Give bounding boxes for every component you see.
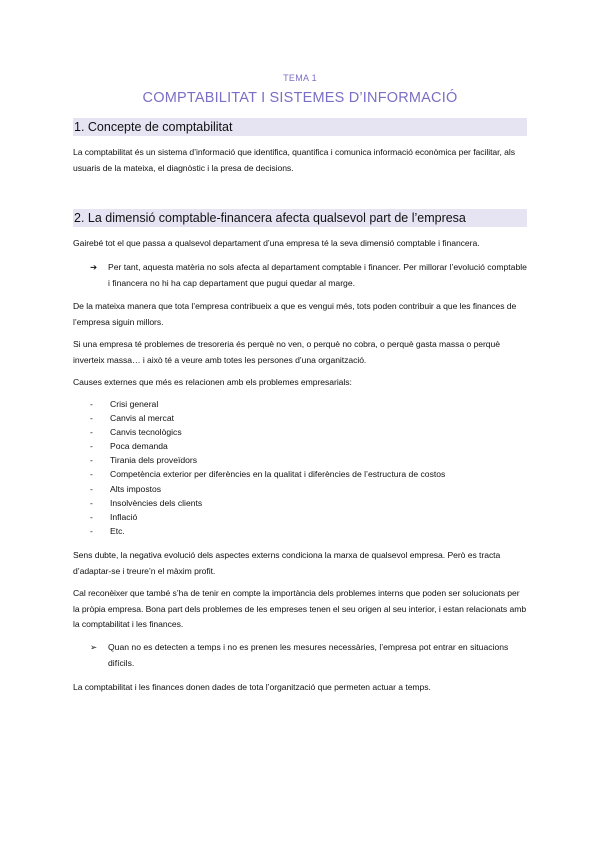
arrow-point-1-text: Per tant, aquesta matèria no sols afecta al departament comptable i financer. Per millorar l’evolució comptable i financera no hi ha cap departament que pugui quedar al marge. xyxy=(108,262,527,288)
section-2-heading: 2. La dimensió comptable-financera afecta qualsevol part de l’empresa xyxy=(73,209,527,227)
paragraph-1: Gairebé tot el que passa a qualsevol departament d’una empresa té la seva dimensió comptable i financera. xyxy=(73,238,480,248)
document-page: TEMA 1 COMPTABILITAT I SISTEMES D’INFORMACIÓ 1. Concepte de comptabilitat La comptabilitat és un sistema d’informació que identifica, quantifica i comunica informació econòmica per facilitar, als usuaris de la mateixa, el diagnòstic i la presa de decisions. 2. La dimensió comptable-financera afecta qualsevol part de l’empresa Gairebé tot el que passa a qualsevol departament d’una empresa té la seva dimensió comptable i financera. ➔ Per tant, aquesta matèria no sols afecta al departament comptable i financer. Per millorar l’evolució comptable i financera no hi ha cap departament que pugui quedar al marge. De la mateixa manera que tota l’empresa contribueix a que es vengui més, tots poden contribuir a que les finances de l’empresa siguin millors. Si una empresa té problemes de tresoreria és perquè no ven, o perquè no cobra, o perquè gasta massa o perquè inverteix massa… i això té a veure amb totes les persones d’una organització. Causes externes que més es relacionen amb els problemes empresarials: - Crisi general - Canvis al mercat - Canvis tecnològics - Poca demanda - Tirania dels proveïdors - Competència exterior per diferències en la qualitat i diferències de l’estructura de costos - Alts impostos - Insolvències dels clients - Inflació - Etc. Sens dubte, la negativa evolució dels aspectes externs condiciona la marxa de qualsevol empresa. Però es tracta d’adaptar-se i treure’n el màxim profit. Cal reconèixer que també s’ha de tenir en compte la importància dels problemes interns que poden ser solucionats per la pròpia empresa. Bona part dels problemes de les empreses tenen el seu origen al seu interior, i estan relacionats amb la comptabilitat i les finances. ➢ Quan no es detecten a temps i no es prenen les mesures necessàries, l’empresa pot entrar en situacions difícils. La comptabilitat i les finances donen dades de tota l’organització que permeten actuar a temps. xyxy=(0,0,600,848)
arrowhead-bullet-icon: ➢ xyxy=(90,642,98,652)
theme-label: TEMA 1 xyxy=(283,73,317,83)
arrow-point-1 xyxy=(90,260,530,291)
section-1-paragraph: La comptabilitat és un sistema d’informació que identifica, quantifica i comunica informació econòmica per facilitar, als usuaris de la mateixa, el diagnòstic i la presa de decisions. xyxy=(73,147,516,173)
paragraph-4: Causes externes que més es relacionen amb els problemes empresarials: xyxy=(73,377,352,387)
arrow-point-2-text: Quan no es detecten a temps i no es prenen les mesures necessàries, l’empresa pot entrar en situacions difícils. xyxy=(108,642,509,668)
document-title: COMPTABILITAT I SISTEMES D’INFORMACIÓ xyxy=(142,90,458,106)
arrow-bullet-icon: ➔ xyxy=(90,262,98,272)
paragraph-6: Cal reconèixer que també s’ha de tenir en compte la importància dels problemes interns que poden ser solucionats per la pròpia empresa. Bona part dels problemes de les empreses tenen el seu origen al seu interior, i estan relacionats amb la comptabilitat i les finances. xyxy=(73,588,527,629)
paragraph-2: De la mateixa manera que tota l’empresa contribueix a que es vengui més, tots poden contribuir a que les finances de l’empresa siguin millors. xyxy=(73,301,517,327)
arrow-point-2 xyxy=(90,640,530,671)
paragraph-3: Si una empresa té problemes de tresoreria és perquè no ven, o perquè no cobra, o perquè gasta massa o perquè inverteix massa… i això té a veure amb totes les persones d’una organització. xyxy=(73,339,500,365)
paragraph-7: La comptabilitat i les finances donen dades de tota l’organització que permeten actuar a temps. xyxy=(73,682,431,692)
paragraph-5: Sens dubte, la negativa evolució dels aspectes externs condiciona la marxa de qualsevol empresa. Però es tracta d’adaptar-se i treure’n el màxim profit. xyxy=(73,550,501,576)
section-1-heading: 1. Concepte de comptabilitat xyxy=(73,118,527,136)
